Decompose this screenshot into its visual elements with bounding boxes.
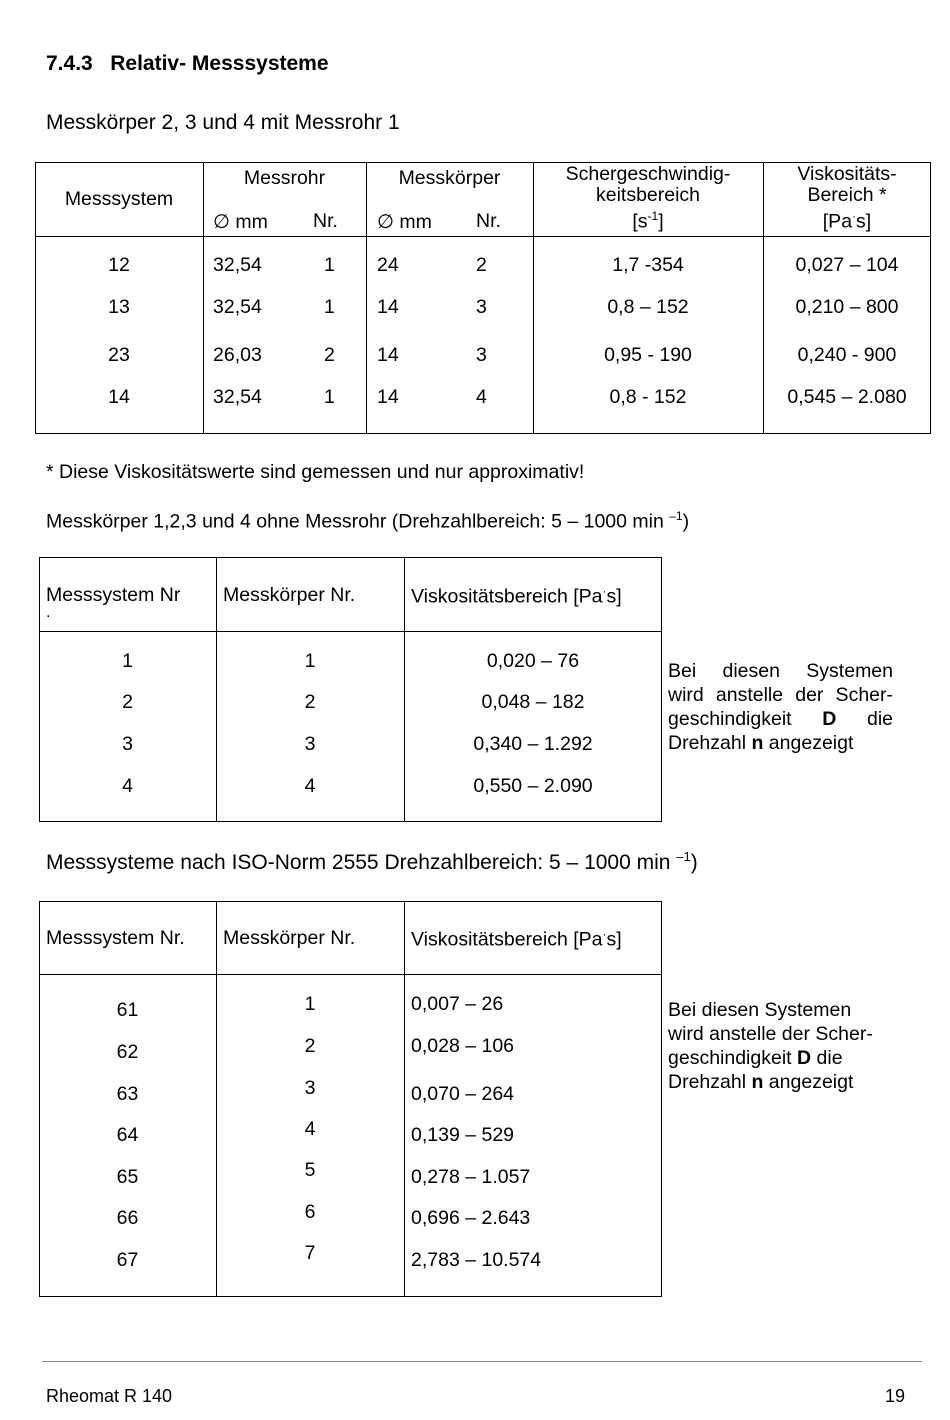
cell-scher: 0,8 – 152 xyxy=(607,296,689,318)
cell-rohr-diam: 32,54 xyxy=(213,254,262,276)
cell-visk: 0,545 – 2.080 xyxy=(787,386,907,408)
table1-header-system: Messsystem xyxy=(64,188,174,210)
table1-header-koerper-diam: ∅ mm xyxy=(377,211,432,233)
table1-header-koerper-nr: Nr. xyxy=(476,210,501,232)
cell-visk: 0,550 – 2.090 xyxy=(473,775,593,797)
cell-visk: 0,240 - 900 xyxy=(797,344,897,366)
side-note-line: geschindigkeit D die xyxy=(668,1047,843,1069)
table3-col-divider xyxy=(404,901,405,1297)
table-row xyxy=(0,650,700,674)
table2-header-system: Messsystem Nr xyxy=(46,584,181,606)
cell-koerper: 4 xyxy=(304,1118,316,1140)
table2-header-visk: Viskositätsbereich [Pa·s] xyxy=(411,584,622,608)
table2-header-system-dot: . xyxy=(46,604,51,621)
cell-visk: 0,048 – 182 xyxy=(481,691,585,713)
cell-koerper: 6 xyxy=(304,1201,316,1223)
cell-scher: 0,95 - 190 xyxy=(604,344,692,366)
cell-visk: 0,340 – 1.292 xyxy=(473,733,593,755)
cell-system: 67 xyxy=(116,1249,139,1271)
cell-rohr-diam: 32,54 xyxy=(213,296,262,318)
cell-visk: 0,027 – 104 xyxy=(795,254,899,276)
cell-visk: 0,007 – 26 xyxy=(411,993,504,1015)
cell-system: 1 xyxy=(122,650,133,672)
cell-system: 64 xyxy=(116,1124,139,1146)
cell-rohr-nr: 1 xyxy=(324,254,335,276)
table1-header-visk xyxy=(763,164,931,233)
cell-visk: 2,783 – 10.574 xyxy=(411,1249,542,1271)
cell-rohr-nr: 1 xyxy=(324,296,335,318)
cell-koerper-diam: 14 xyxy=(377,296,399,318)
table1-header-divider xyxy=(35,236,931,237)
table1-header-rohr-diam: ∅ mm xyxy=(213,211,268,233)
subtitle-table1: Messkörper 2, 3 und 4 mit Messrohr 1 xyxy=(46,111,400,134)
cell-system: 4 xyxy=(122,775,133,797)
side-note-line: Bei diesen Systemen xyxy=(668,660,893,682)
cell-system: 63 xyxy=(116,1083,139,1105)
cell-scher: 1,7 -354 xyxy=(612,254,684,276)
cell-system: 12 xyxy=(108,254,130,276)
cell-system: 65 xyxy=(116,1166,139,1188)
cell-koerper-diam: 14 xyxy=(377,344,399,366)
cell-koerper: 3 xyxy=(304,733,316,755)
footer-rule xyxy=(42,1361,922,1362)
side-note-line: wird anstelle der Scher- xyxy=(668,684,893,706)
footer-product: Rheomat R 140 xyxy=(46,1386,173,1406)
cell-rohr-nr: 1 xyxy=(324,386,335,408)
cell-rohr-diam: 32,54 xyxy=(213,386,262,408)
cell-visk: 0,028 – 106 xyxy=(411,1035,515,1057)
cell-rohr-diam: 26,03 xyxy=(213,344,262,366)
table-row xyxy=(0,344,950,368)
table-row xyxy=(0,386,950,410)
table2-header-koerper: Messkörper Nr. xyxy=(223,584,356,606)
table3-header-system: Messsystem Nr. xyxy=(46,927,185,949)
table-row xyxy=(0,691,700,715)
cell-koerper: 2 xyxy=(304,1035,316,1057)
cell-visk: 0,696 – 2.643 xyxy=(411,1207,531,1229)
subtitle-table3: Messsysteme nach ISO-Norm 2555 Drehzahlbereich: 5 – 1000 min $^{-1}$) xyxy=(46,849,698,874)
table1-header-scher xyxy=(533,164,763,233)
table1-header-scher-line2: keitsbereich xyxy=(595,184,701,206)
cell-koerper: 1 xyxy=(304,993,316,1015)
footnote: * Diese Viskositätswerte sind gemessen und nur approximativ! xyxy=(46,461,585,483)
subtitle-table2: Messkörper 1,2,3 und 4 ohne Messrohr (Drehzahlbereich: 5 – 1000 min $^{-1}$) xyxy=(46,509,690,533)
section-number: 7.4.3 xyxy=(46,52,93,75)
cell-visk: 0,020 – 76 xyxy=(486,650,580,672)
cell-system: 66 xyxy=(116,1207,139,1229)
table1-header-scher-line3: $[s^{-1}]$ xyxy=(632,209,664,233)
cell-koerper: 2 xyxy=(304,691,316,713)
side-note-line: Drehzahl n angezeigt xyxy=(668,1071,854,1093)
table3-header-visk: Viskositätsbereich [Pa·s] xyxy=(411,927,622,951)
side-note-line: Drehzahl n angezeigt xyxy=(668,732,854,754)
table3-header-koerper: Messkörper Nr. xyxy=(223,927,356,949)
cell-system: 23 xyxy=(108,344,130,366)
cell-koerper: 7 xyxy=(304,1242,316,1264)
cell-koerper-nr: 3 xyxy=(476,296,487,318)
table-row xyxy=(0,733,700,757)
table3-side-note xyxy=(668,998,908,1094)
cell-visk: 0,139 – 529 xyxy=(411,1124,515,1146)
table1-header-visk-line1: Viskositäts- xyxy=(797,163,897,185)
cell-system: 2 xyxy=(122,691,133,713)
side-note-line: geschindigkeit D die xyxy=(668,708,893,730)
cell-koerper: 1 xyxy=(304,650,316,672)
cell-system: 3 xyxy=(122,733,133,755)
table1-header-scher-line1: Schergeschwindig- xyxy=(565,163,731,185)
cell-koerper-nr: 2 xyxy=(476,254,487,276)
table1-header-koerper: Messkörper xyxy=(398,167,501,189)
side-note-line: wird anstelle der Scher- xyxy=(668,1023,873,1045)
table-row xyxy=(0,254,950,278)
cell-system: 61 xyxy=(116,999,139,1021)
page-number: 19 xyxy=(885,1386,906,1406)
cell-system: 62 xyxy=(116,1041,139,1063)
cell-koerper: 5 xyxy=(304,1159,316,1181)
side-note-line: Bei diesen Systemen xyxy=(668,999,852,1021)
cell-visk: 0,070 – 264 xyxy=(411,1083,515,1105)
cell-system: 14 xyxy=(108,386,130,408)
table2-header-divider xyxy=(39,631,662,632)
cell-system: 13 xyxy=(108,296,130,318)
table1-header-visk-line2: Bereich * xyxy=(807,184,887,206)
table-row xyxy=(0,775,700,799)
cell-visk: 0,278 – 1.057 xyxy=(411,1166,531,1188)
table3-header-divider xyxy=(39,974,662,975)
section-title: Relativ- Messsysteme xyxy=(110,52,329,75)
table2-side-note xyxy=(668,659,893,755)
cell-rohr-nr: 2 xyxy=(324,344,335,366)
table-row xyxy=(0,296,950,320)
cell-visk: 0,210 – 800 xyxy=(795,296,899,318)
cell-koerper-diam: 24 xyxy=(377,254,399,276)
cell-koerper-diam: 14 xyxy=(377,386,399,408)
table1-header-visk-line3: [Pa·s] xyxy=(822,209,872,233)
cell-koerper: 4 xyxy=(304,775,316,797)
table1-header-rohr-nr: Nr. xyxy=(313,210,338,232)
section-heading xyxy=(46,52,329,76)
cell-koerper-nr: 4 xyxy=(476,386,487,408)
cell-scher: 0,8 - 152 xyxy=(609,386,687,408)
cell-koerper-nr: 3 xyxy=(476,344,487,366)
cell-koerper: 3 xyxy=(304,1077,316,1099)
table1-header-rohr: Messrohr xyxy=(243,167,326,189)
